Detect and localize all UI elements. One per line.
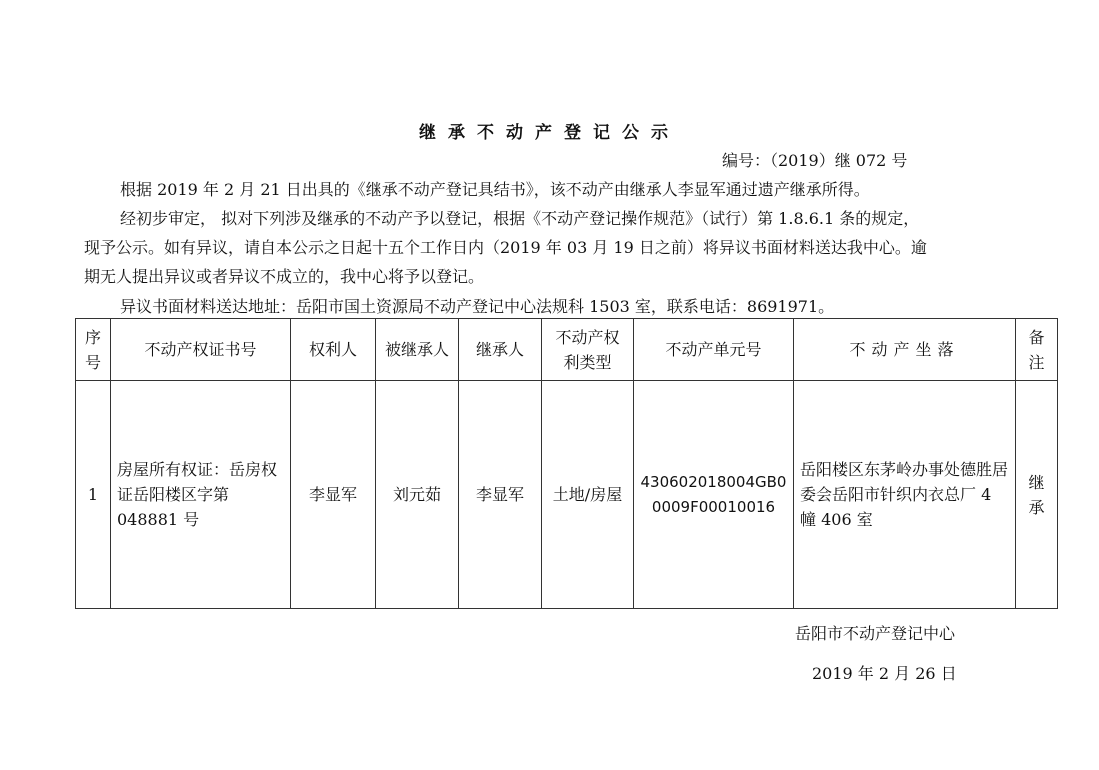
- header-unit-no: 不动产单元号: [634, 319, 794, 381]
- table-row: [76, 381, 1058, 609]
- paragraph-review-line3: 期无人提出异议或者异议不成立的，我中心将予以登记。: [84, 267, 485, 286]
- paragraph-review-line2: 现予公示。如有异议，请自本公示之日起十五个工作日内（2019 年 03 月 19 日之前）将异议书面材料送达我中心。逾: [84, 238, 927, 257]
- paragraph-basis: 根据 2019 年 2 月 21 日出具的《继承不动产登记具结书》，该不动产由继承人李显军通过遗产继承所得。: [120, 180, 870, 199]
- document-title: 继承不动产登记公示: [419, 123, 680, 143]
- cell-location: 岳阳楼区东茅岭办事处德胜居委会岳阳市针织内衣总厂 4 幢 406 室: [794, 381, 1016, 609]
- header-right-type: 不动产权利类型: [542, 319, 634, 381]
- cell-heir: 李显军: [459, 381, 542, 609]
- cell-seq: 1: [76, 381, 111, 609]
- header-cert-no: 不动产权证书号: [111, 319, 291, 381]
- header-decedent: 被继承人: [376, 319, 459, 381]
- cell-right-type: 土地/房屋: [542, 381, 634, 609]
- registration-table: [75, 318, 1058, 609]
- cell-right-holder: 李显军: [291, 381, 376, 609]
- issue-date: 2019 年 2 月 26 日: [812, 664, 957, 683]
- paragraph-address: 异议书面材料送达地址：岳阳市国土资源局不动产登记中心法规科 1503 室，联系电话：8691971。: [120, 297, 835, 316]
- paragraph-review-line1: 经初步审定， 拟对下列涉及继承的不动产予以登记，根据《不动产登记操作规范》（试行）第 1.8.6.1 条的规定，: [120, 209, 920, 228]
- table-header-row: [76, 319, 1058, 381]
- issuer-signature: 岳阳市不动产登记中心: [795, 624, 956, 643]
- cell-remark: 继承: [1016, 381, 1058, 609]
- header-right-holder: 权利人: [291, 319, 376, 381]
- header-seq: 序号: [76, 319, 111, 381]
- header-remark: 备注: [1016, 319, 1058, 381]
- document-number: 编号：（2019）继 072 号: [722, 151, 908, 170]
- cell-cert-no: 房屋所有权证：岳房权证岳阳楼区字第 048881 号: [111, 381, 291, 609]
- header-heir: 继承人: [459, 319, 542, 381]
- cell-decedent: 刘元茹: [376, 381, 459, 609]
- cell-unit-no: 430602018004GB00009F00010016: [634, 381, 794, 609]
- header-location: 不动产坐落: [794, 319, 1016, 381]
